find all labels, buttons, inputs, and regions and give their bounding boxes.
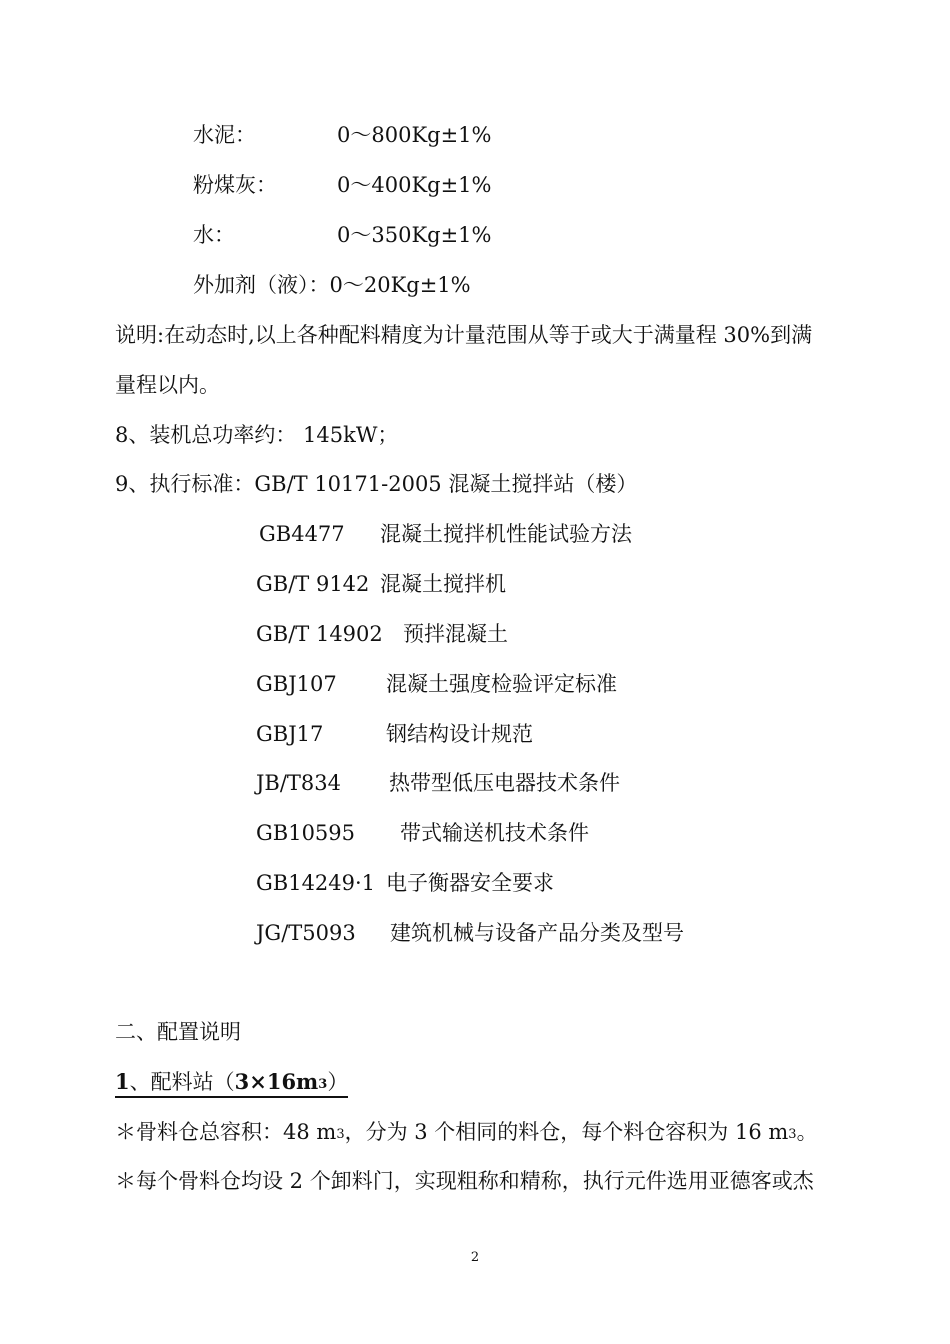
bullet-1-b: ，分为 3 个相同的料仓，每个料仓容积为 16 m [344, 1120, 789, 1144]
spec-label: 水泥： [193, 123, 256, 147]
standard-name: 带式输送机技术条件 [400, 821, 589, 845]
bullet-2: ＊每个骨料仓均设 2 个卸料门，实现粗称和精称，执行元件选用亚德客或杰 [115, 1169, 814, 1193]
standard-name: 钢结构设计规范 [386, 722, 533, 746]
subsection-sup: 3 [318, 1077, 328, 1092]
standard-name: 电子衡器安全要求 [386, 871, 554, 895]
item-8-power: 8、装机总功率约： 145kW； [115, 423, 399, 447]
subsection-close: ） [327, 1070, 349, 1094]
standard-name: 热带型低压电器技术条件 [389, 771, 620, 795]
bullet-1 [115, 1119, 818, 1149]
item-9-standards: 9、执行标准：GB/T 10171-2005 混凝土搅拌站（楼） [115, 472, 638, 496]
standard-code: GB14249·1 [256, 871, 376, 895]
standard-code: JG/T5093 [256, 921, 356, 945]
spec-additive: 外加剂（液）：0～20Kg±1% [193, 273, 471, 297]
bullet-1-c: 。 [796, 1120, 818, 1144]
subsection-bold: 3×16m [234, 1069, 319, 1094]
standard-code: JB/T834 [256, 771, 342, 795]
spec-label: 粉煤灰： [193, 173, 277, 197]
bullet-1-s1: 3 [336, 1127, 345, 1142]
section-2-title: 二、配置说明 [115, 1020, 241, 1044]
standard-code: GBJ17 [256, 722, 324, 746]
standard-name: 混凝土搅拌机性能试验方法 [380, 522, 632, 546]
spec-label: 水： [193, 223, 235, 247]
subsection-1-underline [115, 1069, 348, 1098]
spec-value: 0～350Kg±1% [337, 223, 492, 247]
standard-code: GB/T 14902 [256, 622, 383, 646]
standard-name: 混凝土强度检验评定标准 [386, 672, 617, 696]
standard-code: GB10595 [256, 821, 356, 845]
standard-name: 预拌混凝土 [403, 622, 508, 646]
bullet-1-a: ＊骨料仓总容积：48 m [115, 1120, 337, 1144]
spec-value: 0～800Kg±1% [337, 123, 492, 147]
bullet-1-s2: 3 [788, 1127, 797, 1142]
standard-code: GBJ107 [256, 672, 337, 696]
subsection-num: 1 [115, 1069, 130, 1094]
standard-name: 混凝土搅拌机 [380, 572, 506, 596]
subsection-1-heading [115, 1069, 348, 1099]
standard-name: 建筑机械与设备产品分类及型号 [390, 921, 684, 945]
standard-code: GB4477 [259, 522, 345, 546]
standard-code: GB/T 9142 [256, 572, 370, 596]
page-number: 2 [470, 1250, 480, 1265]
subsection-sep: 、配料站（ [129, 1070, 235, 1094]
spec-value: 0～400Kg±1% [337, 173, 492, 197]
note-line-2: 量程以内。 [115, 373, 220, 397]
note-line-1: 说明:在动态时,以上各种配料精度为计量范围从等于或大于满量程 30%到满 [115, 323, 813, 347]
